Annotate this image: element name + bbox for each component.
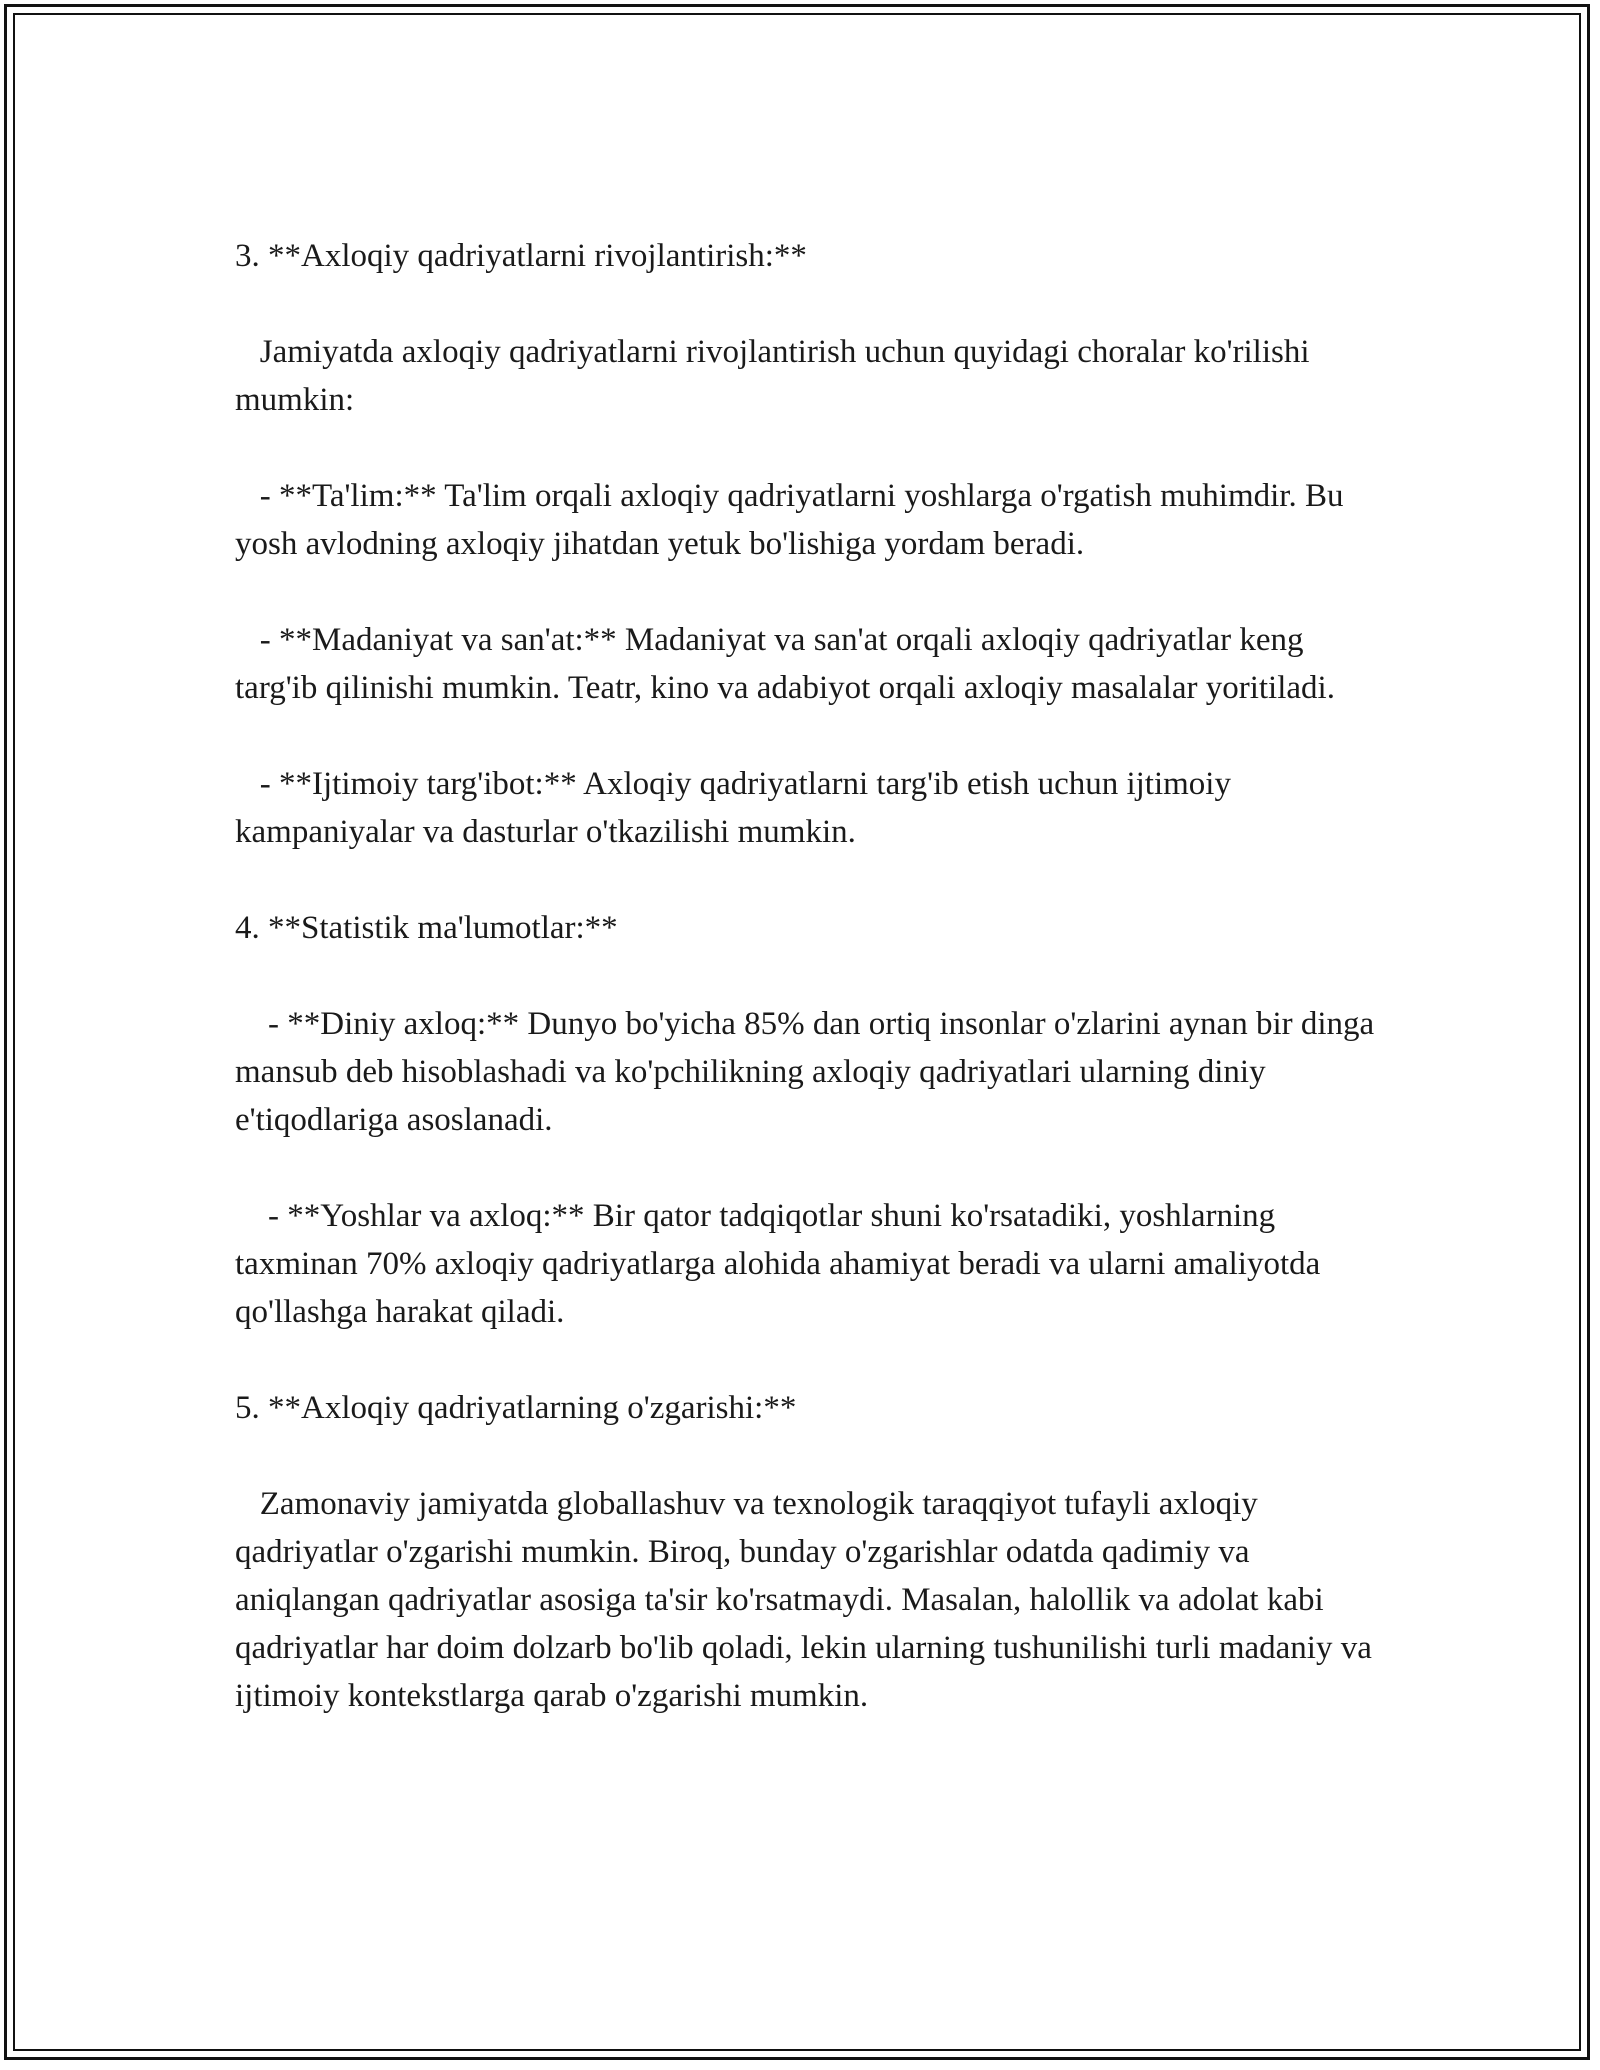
list-item-yoshlar-axloq: - **Yoshlar va axloq:** Bir qator tadqiqotlar shuni ko'rsatadiki, yoshlarning taxminan 70% axloqiy qadriyatlarga alohida ahamiyat beradi va ularni amaliyotda qo'llashga harakat qiladi. xyxy=(235,1198,1329,1330)
section-3-intro: Jamiyatda axloqiy qadriyatlarni rivojlantirish uchun quyidagi choralar ko'rilishi mumkin: xyxy=(235,334,1318,418)
section-heading-5: 5. **Axloqiy qadriyatlarning o'zgarishi:** xyxy=(235,1390,797,1426)
list-item-diniy-axloq: - **Diniy axloq:** Dunyo bo'yicha 85% dan ortiq insonlar o'zlarini aynan bir dinga mansub deb hisoblashadi va ko'pchilikning axloqiy qadriyatlari ularning diniy e'tiqodlariga asoslanadi. xyxy=(235,1006,1383,1138)
section-5-body: Zamonaviy jamiyatda globallashuv va texnologik taraqqiyot tufayli axloqiy qadriyatlar o'zgarishi mumkin. Biroq, bunday o'zgarishlar odatda qadimiy va aniqlangan qadriyatlar asosiga ta'sir ko'rsatmaydi. Masalan, halollik va adolat kabi qadriyatlar har doim dolzarb bo'lib qoladi, lekin ularning tushunilishi turli madaniy va ijtimoiy kontekstlarga qarab o'zgarishi mumkin. xyxy=(235,1486,1381,1714)
list-item-ijtimoiy-targibot: - **Ijtimoiy targ'ibot:** Axloqiy qadriyatlarni targ'ib etish uchun ijtimoiy kampaniyalar va dasturlar o'tkazilishi mumkin. xyxy=(235,766,1240,850)
list-item-talim: - **Ta'lim:** Ta'lim orqali axloqiy qadriyatlarni yoshlarga o'rgatish muhimdir. Bu yosh avlodning axloqiy jihatdan yetuk bo'lishiga yordam beradi. xyxy=(235,478,1352,562)
section-heading-3: 3. **Axloqiy qadriyatlarni rivojlantirish:** xyxy=(235,238,807,274)
list-item-madaniyat: - **Madaniyat va san'at:** Madaniyat va san'at orqali axloqiy qadriyatlar keng targ'ib qilinishi mumkin. Teatr, kino va adabiyot orqali axloqiy masalalar yoritiladi. xyxy=(235,622,1335,706)
document-body xyxy=(235,232,1385,1720)
section-heading-4: 4. **Statistik ma'lumotlar:** xyxy=(235,910,618,946)
